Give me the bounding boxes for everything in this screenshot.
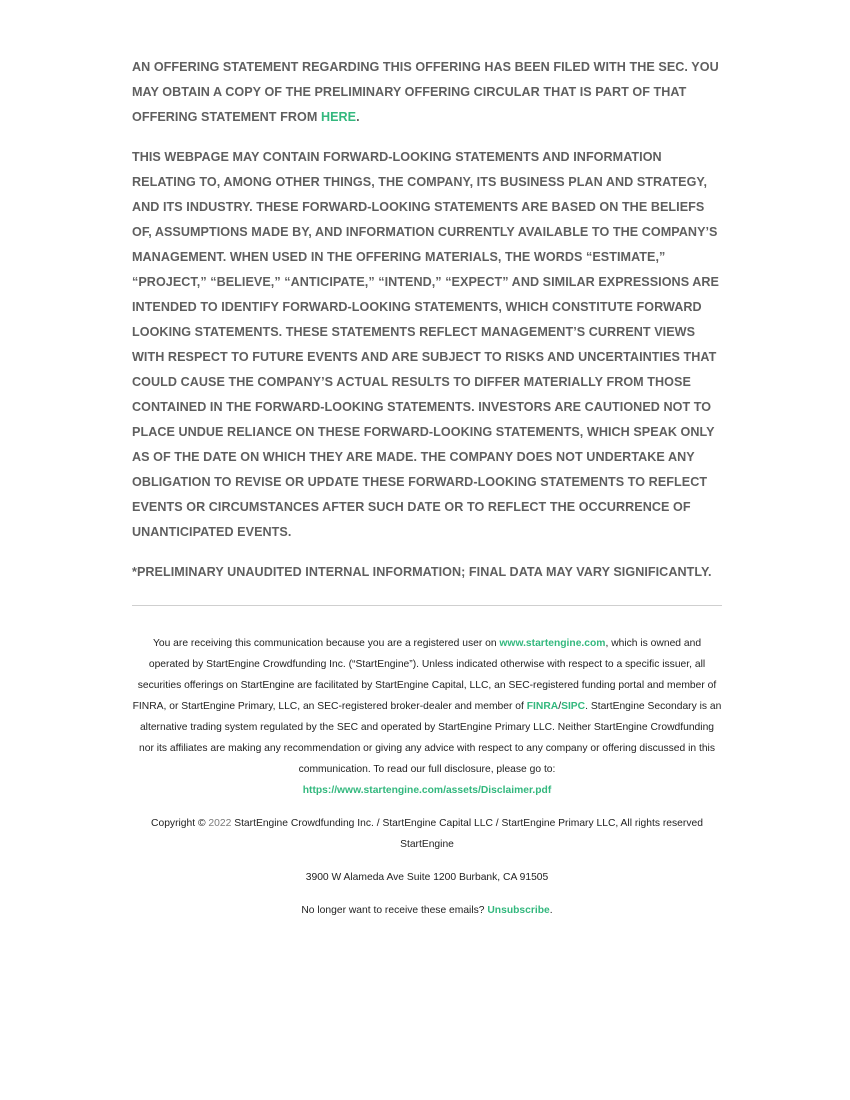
unsubscribe-line [132,900,722,921]
unsubscribe-prompt: No longer want to receive these emails? [301,905,488,916]
disclosure-text-part3: . StartEngine Secondary is an alternative trading system regulated by the SEC and operated by StartEngine Primary LLC. Neither StartEngine Crowdfunding nor its affiliates are making any recommendation or giving any advice with respect to any company or offering discussed in this communication. To read our full disclosure, please go to: [139,701,722,775]
disclaimer-pdf-link[interactable]: https://www.startengine.com/assets/Disclaimer.pdf [302,785,552,796]
preliminary-data-note: *PRELIMINARY UNAUDITED INTERNAL INFORMATION; FINAL DATA MAY VARY SIGNIFICANTLY. [132,565,712,579]
disclosure-text [132,633,722,780]
copyright-year: 2022 [208,818,232,829]
offering-notice-period: . [356,110,360,124]
offering-statement-notice [132,55,722,130]
footer-copyright [132,813,722,855]
footer-disclosure [132,633,722,801]
email-body [132,55,722,921]
footer-unsubscribe [132,900,722,921]
company-name: StartEngine [400,839,454,850]
copyright-text [132,813,722,834]
disclosure-text-part2: , which is owned and operated by StartEngine Crowdfunding Inc. (“StartEngine”). Unless indicated otherwise with respect to a specific issuer, all securities offerings on StartEngine are facilitated by StartEngine Capital, LLC, an SEC-registered funding portal and member of FINRA, or StartEngine Primary, LLC, an SEC-registered broker-dealer and member of [132,638,717,712]
unsubscribe-period: . [549,905,553,916]
mailing-address: 3900 W Alameda Ave Suite 1200 Burbank, CA 91505 [305,872,549,883]
email-footer [132,633,722,921]
offering-notice-text: AN OFFERING STATEMENT REGARDING THIS OFFERING HAS BEEN FILED WITH THE SEC. YOU MAY OBTAIN A COPY OF THE PRELIMINARY OFFERING CIRCULAR THAT IS PART OF THAT OFFERING STATEMENT FROM [132,60,719,124]
footer-divider [132,605,722,606]
sipc-link[interactable]: SIPC [561,701,586,712]
copyright-entities: StartEngine Crowdfunding Inc. / StartEngine Capital LLC / StartEngine Primary LLC, All rights reserved [231,818,703,829]
startengine-site-link[interactable]: www.startengine.com [499,638,606,649]
copyright-prefix: Copyright © [151,818,209,829]
finra-link[interactable]: FINRA [526,701,559,712]
forward-looking-statements: THIS WEBPAGE MAY CONTAIN FORWARD-LOOKING STATEMENTS AND INFORMATION RELATING TO, AMONG OTHER THINGS, THE COMPANY, ITS BUSINESS PLAN AND STRATEGY, AND ITS INDUSTRY. THESE FORWARD-LOOKING STATEMENTS ARE BASED ON THE BELIEFS OF, ASSUMPTIONS MADE BY, AND INFORMATION CURRENTLY AVAILABLE TO THE COMPANY’S MANAGEMENT. WHEN USED IN THE OFFERING MATERIALS, THE WORDS “ESTIMATE,” “PROJECT,” “BELIEVE,” “ANTICIPATE,” “INTEND,” “EXPECT” AND SIMILAR EXPRESSIONS ARE INTENDED TO IDENTIFY FORWARD-LOOKING STATEMENTS, WHICH CONSTITUTE FORWARD LOOKING STATEMENTS. THESE STATEMENTS REFLECT MANAGEMENT’S CURRENT VIEWS WITH RESPECT TO FUTURE EVENTS AND ARE SUBJECT TO RISKS AND UNCERTAINTIES THAT COULD CAUSE THE COMPANY’S ACTUAL RESULTS TO DIFFER MATERIALLY FROM THOSE CONTAINED IN THE FORWARD-LOOKING STATEMENTS. INVESTORS ARE CAUTIONED NOT TO PLACE UNDUE RELIANCE ON THESE FORWARD-LOOKING STATEMENTS, WHICH SPEAK ONLY AS OF THE DATE ON WHICH THEY ARE MADE. THE COMPANY DOES NOT UNDERTAKE ANY OBLIGATION TO REVISE OR UPDATE THESE FORWARD-LOOKING STATEMENTS TO REFLECT EVENTS OR CIRCUMSTANCES AFTER SUCH DATE OR TO REFLECT THE OCCURRENCE OF UNANTICIPATED EVENTS. [132,150,719,539]
disclosure-text-part1: You are receiving this communication because you are a registered user on [152,638,500,649]
link-separator: / [558,701,562,712]
footer-address-block [132,867,722,888]
offering-circular-link[interactable]: HERE [320,110,357,124]
disclaimer-link-line [132,780,722,801]
unsubscribe-link[interactable]: Unsubscribe [487,905,550,916]
